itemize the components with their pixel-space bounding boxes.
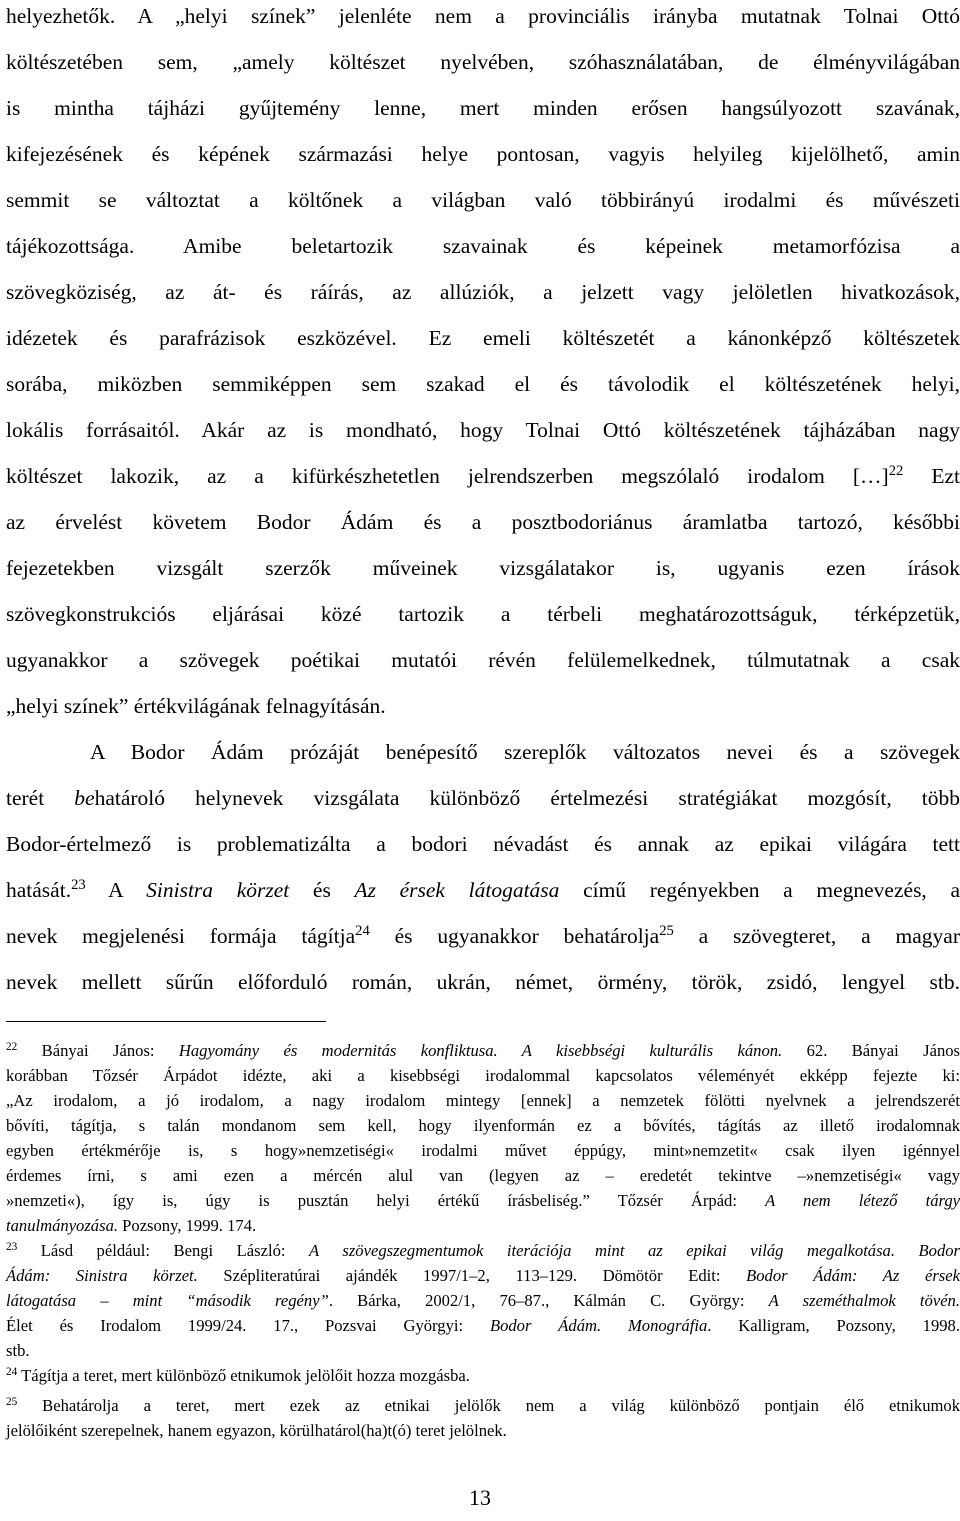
book-title: Sinistra körzet	[146, 878, 290, 902]
footnote-22-line-5: egyben értékmérője is, s hogy»nemzetiségi« irodalmi művet éppúgy, mint»nemzetit« csak ilyen igénnyel	[6, 1141, 960, 1160]
footnote-ref-25[interactable]: 25	[659, 922, 674, 939]
text-span: Tágítja a teret, mert különböző etnikumok jelölőit hozza mozgásba.	[17, 1366, 470, 1385]
body-line-6: tájékozottsága. Amibe beletartozik szavainak és képeinek metamorfózisa a	[6, 234, 960, 258]
cited-title: Ádám: Sinistra körzet.	[6, 1266, 198, 1285]
body-line-21	[6, 924, 960, 948]
body-line-16: „helyi színek” értékvilágának felnagyításán.	[6, 694, 386, 718]
body-line-7: szövegköziség, az át- és ráírás, az allúziók, a jelzett vagy jelöletlen hivatkozások,	[6, 280, 960, 304]
text-span: Szépliteratúrai ajándék 1997/1–2, 113–129. Dömötör Edit:	[197, 1266, 747, 1285]
text-span: A	[85, 878, 147, 902]
body-line-14: szövegkonstrukciós eljárásai közé tartozik a térbeli meghatározottságuk, térképzetük,	[6, 602, 960, 626]
footnote-23-line-3	[6, 1291, 960, 1311]
text-span: . Bárka, 2002/1, 76–87., Kálmán C. György:	[328, 1291, 769, 1310]
cited-title: A szövegszegmentumok iterációja mint az epikai világ megalkotása. Bodor	[309, 1241, 960, 1260]
text-span: Ezt	[903, 464, 960, 488]
cited-title: Bodor Ádám: Az érsek	[746, 1266, 960, 1285]
footnote-separator	[6, 1021, 326, 1022]
body-line-3: is mintha tájházi gyűjtemény lenne, mert minden erősen hangsúlyozott szavának,	[6, 96, 960, 120]
footnote-23-line-4	[6, 1316, 960, 1336]
body-line-2: költészetében sem, „amely költészet nyelvében, szóhasználatában, de élményvilágában	[6, 50, 960, 74]
text-span: a szövegteret, a magyar	[673, 924, 960, 948]
body-line-18	[6, 786, 960, 810]
body-line-12: az érvelést követem Bodor Ádám és a posztbodoriánus áramlatba tartozó, későbbi	[6, 510, 960, 534]
page-number: 13	[469, 1485, 491, 1510]
body-line-15: ugyanakkor a szövegek poétikai mutatói révén felülemelkednek, túlmutatnak a csak	[6, 648, 960, 672]
footnote-22-line-6: érdemes írni, s ami ezen a mércén alul van (legyen az – eredetét tekintve –»nemzetiségi« vagy	[6, 1166, 960, 1185]
cited-title: A nem létező tárgy	[765, 1191, 960, 1210]
text-span: »nemzeti«), így is, úgy is pusztán helyi értékű írásbeliség.” Tőzsér Árpád:	[6, 1191, 766, 1210]
footnote-ref-22[interactable]: 22	[888, 462, 904, 479]
text-span: terét	[6, 786, 75, 810]
cited-title: Hagyomány és modernitás konfliktusa. A kisebbségi kulturális kánon.	[178, 1041, 783, 1060]
text-span: nevek megjelenési formája tágítja	[6, 924, 356, 948]
footnote-22-line-4: bővíti, tágítja, s talán mondanom sem kell, hogy ilyenformán ez a bővítés, tágítás az illető irodalomnak	[6, 1116, 960, 1135]
text-span: hatását.	[6, 878, 72, 902]
body-line-20	[6, 878, 960, 902]
body-line-11	[6, 464, 960, 488]
text-span: és ugyanakkor behatárolja	[369, 924, 660, 948]
footnote-ref-24[interactable]: 24	[355, 922, 370, 939]
cited-title: A szeméthalmok tövén.	[768, 1291, 960, 1310]
text-span: Élet és Irodalom 1999/24. 17., Pozsvai Györgyi:	[6, 1316, 490, 1335]
cited-title: tanulmányozása.	[6, 1216, 119, 1235]
body-line-8: idézetek és parafrázisok eszközével. Ez emeli költészetét a kánonképző költészetek	[6, 326, 960, 350]
footnote-22-line-7	[6, 1191, 960, 1211]
footnote-22-line-2: korábban Tőzsér Árpádot idézte, aki a kisebbségi irodalommal kapcsolatos véleményét ekképp fejezte ki:	[6, 1066, 960, 1085]
footnote-ref-23[interactable]: 23	[71, 876, 86, 893]
footnote-23-line-2	[6, 1266, 960, 1286]
footnote-number: 25	[6, 1395, 18, 1408]
footnote-number: 23	[6, 1240, 18, 1253]
footnote-23-line-5: stb.	[6, 1341, 30, 1360]
cited-title: látogatása – mint “második regény”	[6, 1291, 329, 1310]
book-title: Az érsek látogatása	[354, 878, 560, 902]
italic-prefix: be	[74, 786, 95, 810]
text-span: határoló helynevek vizsgálata különböző értelmezési stratégiákat mozgósít, több	[94, 786, 960, 810]
text-span: Bányai János:	[17, 1041, 179, 1060]
cited-title: Bodor Ádám. Monográfia	[489, 1316, 708, 1335]
text-span: Behatárolja a teret, mert ezek az etnikai jelölők nem a világ különböző pontjain élő etnikumok	[17, 1396, 960, 1415]
body-line-9: sorába, miközben semmiképpen sem szakad el és távolodik el költészetének helyi,	[6, 372, 960, 396]
body-line-17: A Bodor Ádám prózáját benépesítő szereplők változatos nevei és a szövegek	[90, 740, 960, 764]
footnote-22-line-1	[6, 1041, 960, 1061]
text-span: . Kalligram, Pozsony, 1998.	[707, 1316, 960, 1335]
body-line-13: fejezetekben vizsgált szerzők műveinek vizsgálatakor is, ugyanis ezen írások	[6, 556, 960, 580]
text-span: Lásd például: Bengi László:	[17, 1241, 310, 1260]
footnote-number: 24	[6, 1365, 18, 1378]
footnote-number: 22	[6, 1040, 18, 1053]
text-span: költészet lakozik, az a kifürkészhetetlen jelrendszerben megszólaló irodalom […]	[6, 464, 889, 488]
footnote-25-line-1	[6, 1396, 960, 1416]
body-line-1: helyezhetők. A „helyi színek” jelenléte nem a provinciális irányba mutatnak Tolnai Ottó	[6, 4, 960, 28]
body-line-4: kifejezésének és képének származási helye pontosan, vagyis helyileg kijelölhető, amin	[6, 142, 960, 166]
text-span: című regényekben a megnevezés, a	[559, 878, 960, 902]
footnote-25-line-2: jelölőiként szerepelnek, hanem egyazon, körülhatárol(ha)t(ó) teret jelölnek.	[6, 1421, 507, 1440]
footnote-24	[6, 1366, 960, 1386]
body-line-10: lokális forrásaitól. Akár az is mondható, hogy Tolnai Ottó költészetének tájházában nagy	[6, 418, 960, 442]
body-line-22: nevek mellett sűrűn előforduló román, ukrán, német, örmény, török, zsidó, lengyel stb.	[6, 970, 960, 994]
footnote-22-line-3: „Az irodalom, a jó irodalom, a nagy irodalom mintegy [ennek] a nemzetek fölötti nyelvnek a jelrendszerét	[6, 1091, 960, 1110]
text-span: és	[289, 878, 355, 902]
footnote-23-line-1	[6, 1241, 960, 1261]
text-span: Pozsony, 1999. 174.	[118, 1216, 257, 1235]
footnote-22-line-8	[6, 1216, 960, 1236]
body-line-19: Bodor-értelmező is problematizálta a bodori névadást és annak az epikai világára tett	[6, 832, 960, 856]
text-span: 62. Bányai János	[782, 1041, 960, 1060]
body-line-5: semmit se változtat a költőnek a világban való többirányú irodalmi és művészeti	[6, 188, 960, 212]
